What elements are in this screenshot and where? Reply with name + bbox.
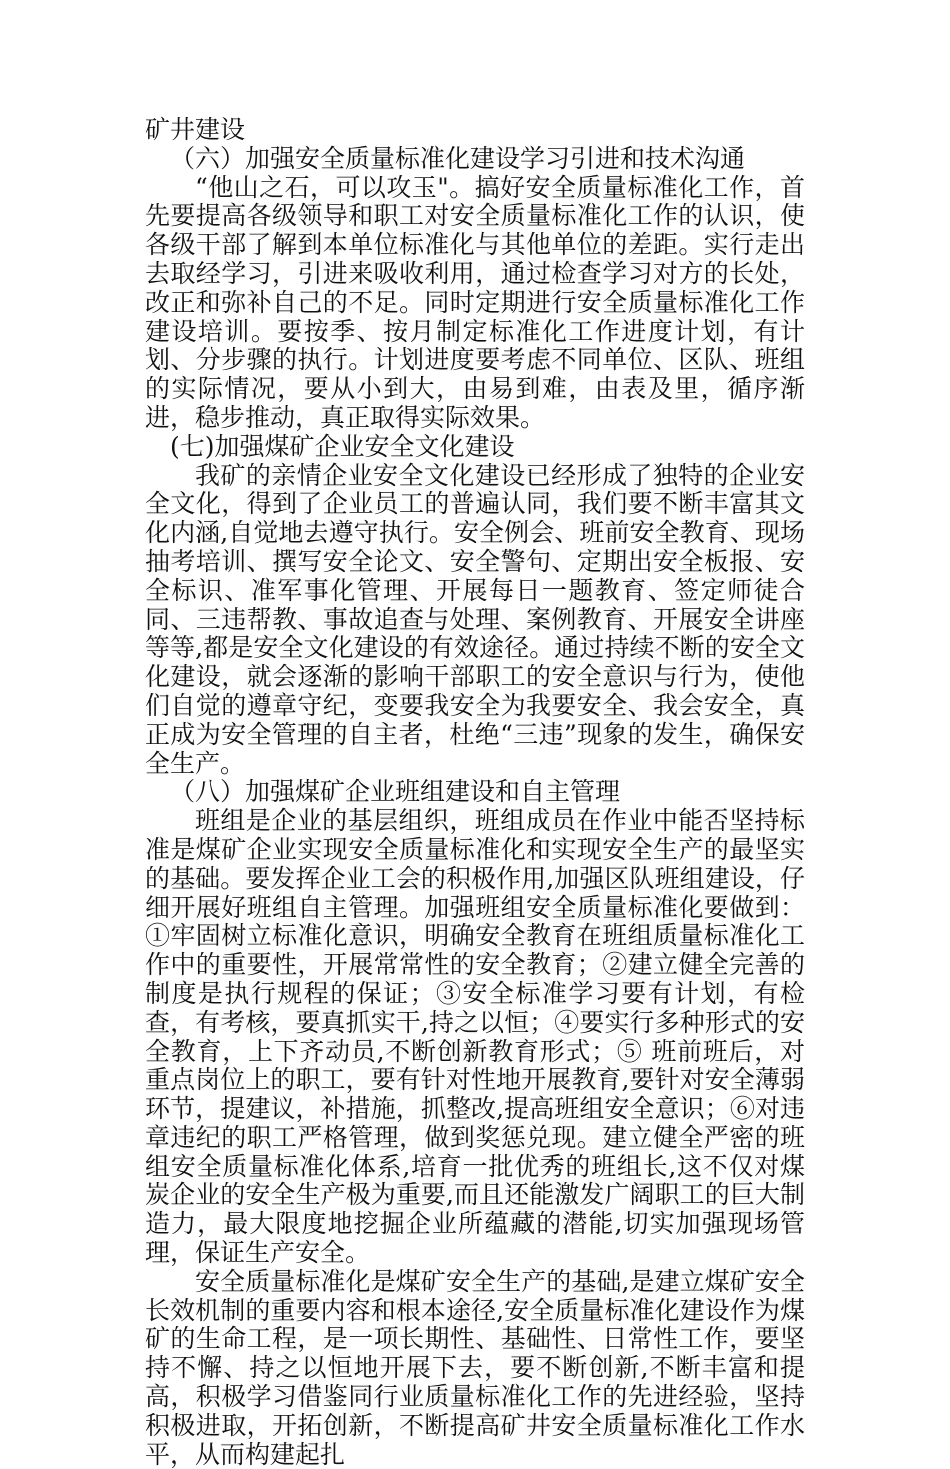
paragraph-conclusion: 安全质量标准化是煤矿安全生产的基础,是建立煤矿安全长效机制的重要内容和根本途径,安全质量标准化建设作为煤矿的生命工程，是一项长期性、基础性、日常性工作，要坚持不懈、持之以恒地开展下去，要不断创新,不断丰富和提高，积极学习借鉴同行业质量标准化工作的先进经验，坚持积极进取，开拓创新，不断提高矿井安全质量标准化工作水平，从而构建起扎 [145, 1266, 805, 1469]
paragraph-section-8: 班组是企业的基层组织，班组成员在作业中能否坚持标准是煤矿企业实现安全质量标准化和实现安全生产的最坚实的基础。要发挥企业工会的积极作用,加强区队班组建设，仔细开展好班组自主管理。加强班组安全质量标准化要做到：①牢固树立标准化意识，明确安全教育在班组质量标准化工作中的重要性，开展常常性的安全教育；②建立健全完善的制度是执行规程的保证；③安全标准学习要有计划，有检查，有考核，要真抓实干,持之以恒；④要实行多种形式的安全教育，上下齐动员,不断创新教育形式；⑤ 班前班后，对重点岗位上的职工，要有针对性地开展教育,要针对安全薄弱环节，提建议，补措施，抓整改,提高班组安全意识；⑥对违章违纪的职工严格管理，做到奖惩兑现。建立健全严密的班组安全质量标准化体系,培育一批优秀的班组长,这不仅对煤炭企业的安全生产极为重要,而且还能激发广阔职工的巨大制造力，最大限度地挖掘企业所蕴藏的潜能,切实加强现场管理，保证生产安全。 [145, 806, 805, 1268]
section-heading-6: （六）加强安全质量标准化建设学习引进和技术沟通 [170, 143, 746, 173]
section-heading-7: (七)加强煤矿企业安全文化建设 [170, 431, 515, 461]
paragraph-continuation: 矿井建设 [145, 115, 246, 144]
paragraph-section-6: “他山之石，可以攻玉"。搞好安全质量标准化工作，首先要提高各级领导和职工对安全质量标准化工作的认识，使各级干部了解到本单位标准化与其他单位的差距。实行走出去取经学习，引进来吸收利用，通过检查学习对方的长处，改正和弥补自己的不足。同时定期进行安全质量标准化工作建设培训。要按季、按月制定标准化工作进度计划，有计划、分步骤的执行。计划进度要考虑不同单位、区队、班组的实际情况，要从小到大，由易到难，由表及里，循序渐进，稳步推动，真正取得实际效果。 [145, 172, 805, 432]
document-body [145, 116, 805, 1469]
section-heading-8: （八）加强煤矿企业班组建设和自主管理 [170, 777, 621, 807]
paragraph-section-7: 我矿的亲情企业安全文化建设已经形成了独特的企业安全文化，得到了企业员工的普遍认同，我们要不断丰富其文化内涵,自觉地去遵守执行。安全例会、班前安全教育、现场抽考培训、撰写安全论文、安全警句、定期出安全板报、安全标识、准军事化管理、开展每日一题教育、签定师徒合同、三违帮教、事故追查与处理、案例教育、开展安全讲座等等,都是安全文化建设的有效途径。通过持续不断的安全文化建设，就会逐渐的影响干部职工的安全意识与行为，使他们自觉的遵章守纪，变要我安全为我要安全、我会安全，真正成为安全管理的自主者，杜绝“三违”现象的发生，确保安全生产。 [145, 460, 805, 778]
